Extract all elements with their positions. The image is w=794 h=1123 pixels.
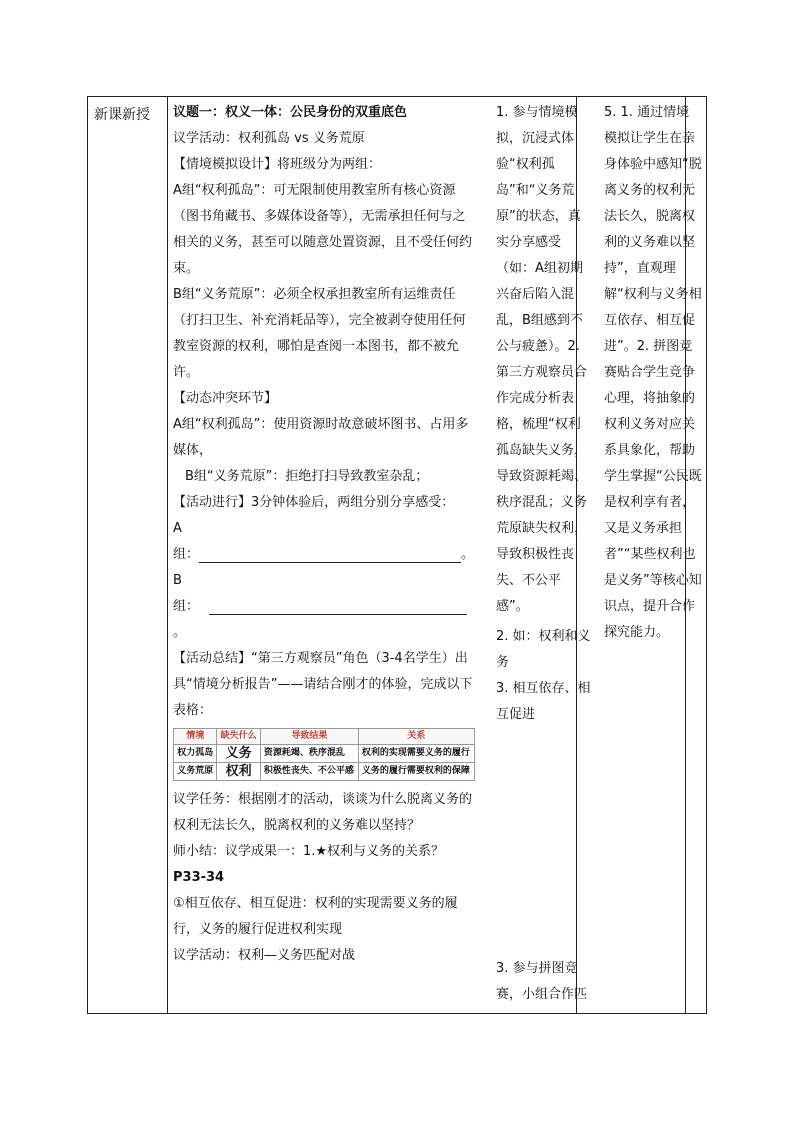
table-cell: 积极性丧失、不公平感 <box>260 763 358 781</box>
page-reference: P33-34 <box>173 870 225 885</box>
conflict-title: 【动态冲突环节】 <box>173 391 278 406</box>
table-cell: 义务 <box>217 745 260 763</box>
design-intent-text: 5. 1. 通过情境模拟让学生在亲身体验中感知“脱离义务的权利无法长久，脱离权利的义务难以坚持”，直观理解“权利与义务相互依存、相互促进”。2. 拼图竞赛贴合学生竞争心理，将抽象的权利义务对应关系具象化，帮助学生掌握“公民既是权利享有者，又是义务承担者”“某些权利也是义务”等核心知识点，提升合作探究能力。 <box>604 105 702 640</box>
point-one: ①相互依存、相互促进：权利的实现需要义务的履行，义务的履行促进权利实现 <box>173 896 458 937</box>
a-label: A <box>173 521 182 536</box>
a-group-label: 组： <box>173 547 200 562</box>
table-header-missing: 缺失什么 <box>217 729 260 745</box>
table-row <box>174 745 475 763</box>
b-answer-row <box>173 594 478 620</box>
conflict-b: B组“义务荒原”：拒绝打扫导致教室杂乱； <box>185 469 429 484</box>
activity-summary: 【活动总结】“第三方观察员”角色（3-4名学生）出具“情境分析报告”——请结合刚才的体验，完成以下表格： <box>173 651 473 718</box>
analysis-table <box>173 728 475 781</box>
activity-title: 议学活动：权利孤岛 vs 义务荒原 <box>173 131 365 146</box>
b-group-label: 组： <box>173 599 200 614</box>
table-cell: 权利 <box>217 763 260 781</box>
table-cell: 权利的实现需要义务的履行 <box>358 745 474 763</box>
main-content <box>173 100 478 969</box>
student-activity-1: 1. 参与情境模拟，沉浸式体验“权利孤岛”和“义务荒原”的状态，真实分享感受（如：A组初期兴奋后陷入混乱，B组感到不公与疲惫）。2. 第三方观察员合作完成分析表格，梳理“权利孤岛缺失义务，导致资源耗竭、秩序混乱；义务荒原缺失权利，导致积极性丧失、不公平感”。 <box>496 105 588 614</box>
table-cell: 权力孤岛 <box>174 745 217 763</box>
table-header-relation: 关系 <box>358 729 474 745</box>
a-answer-row <box>173 542 478 568</box>
student-activity-3: 3. 相互依存、相互促进 <box>496 681 591 722</box>
student-activity-text <box>496 100 592 728</box>
teacher-summary: 师小结：议学成果一：1.★权利与义务的关系？ <box>173 844 445 859</box>
section-label: 新课新授 <box>94 107 150 123</box>
a-end-mark: 。 <box>461 547 475 562</box>
table-cell: 义务的履行需要权利的保障 <box>358 763 474 781</box>
table-header-situation: 情境 <box>174 729 217 745</box>
group-a-description: A组“权利孤岛”：可无限制使用教室所有核心资源（图书角藏书、多媒体设备等），无需承担任何与之相关的义务，甚至可以随意处置资源，且不受任何约束。 <box>173 183 473 276</box>
section-column <box>88 97 168 1013</box>
discussion-task: 议学任务：根据刚才的活动，谈谈为什么脱离义务的权利无法长久，脱离权利的义务难以坚持？ <box>173 792 473 833</box>
topic-title: 议题一：权义一体：公民身份的双重底色 <box>173 105 408 120</box>
student-activity-2: 2. 如：权利和义务 <box>496 629 591 670</box>
activity-process: 【活动进行】3分钟体验后，两组分别分享感受： <box>173 495 455 510</box>
b-answer-blank[interactable] <box>209 598 467 615</box>
b-label: B <box>173 573 182 588</box>
table-header-result: 导致结果 <box>260 729 358 745</box>
group-b-description: B组“义务荒原”：必须全权承担教室所有运维责任（打扫卫生、补充消耗品等），完全被剥夺使用任何教室资源的权利，哪怕是查阅一本图书，都不被允许。 <box>173 287 466 380</box>
scenario-design: 【情境模拟设计】将班级分为两组： <box>173 157 382 172</box>
table-cell: 义务荒原 <box>174 763 217 781</box>
conflict-a: A组“权利孤岛”：使用资源时故意破坏图书、占用多媒体， <box>173 417 469 458</box>
table-cell: 资源耗竭、秩序混乱 <box>260 745 358 763</box>
b-end-mark: 。 <box>173 625 187 640</box>
activity-two-title: 议学活动：权利—义务匹配对战 <box>173 948 356 963</box>
a-answer-blank[interactable] <box>199 546 461 563</box>
table-row <box>174 763 475 781</box>
student-activity-4: 3. 参与拼图竞赛，小组合作匹 <box>496 961 588 1002</box>
